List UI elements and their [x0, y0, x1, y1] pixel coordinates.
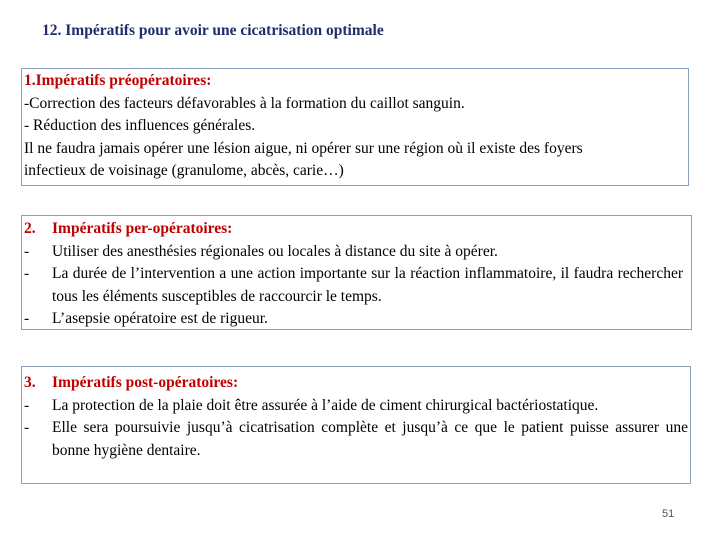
bullet-marker: -: [24, 242, 30, 260]
preoperative-line: -Correction des facteurs défavorables à la formation du caillot sanguin.: [24, 94, 465, 112]
bullet-marker: -: [24, 396, 30, 414]
list-item: [24, 241, 683, 264]
page-number: 51: [662, 508, 675, 520]
list-item-text: L’asepsie opératoire est de rigueur.: [52, 310, 268, 327]
preoperative-line: - Réduction des influences générales.: [24, 117, 256, 134]
slide-title: 12. Impératifs pour avoir une cicatrisation optimale: [42, 22, 384, 39]
postoperative-heading-row: [24, 372, 688, 395]
list-item-text: La durée de l’intervention a une action importante sur la réaction inflammatoire, il faudra rechercher tous les éléments susceptibles de raccourcir le temps.: [52, 265, 683, 305]
preoperative-line: Il ne faudra jamais opérer une lésion aigue, ni opérer sur une région où il existe des foyers: [24, 139, 583, 157]
peroperative-number: 2.: [24, 220, 36, 237]
bullet-marker: -: [24, 419, 30, 436]
peroperative-heading-row: [24, 218, 683, 241]
list-item: [24, 263, 683, 308]
list-item-text: Elle sera poursuivie jusqu’à cicatrisation complète et jusqu’à ce que le patient puisse assurer une bonne hygiène dentaire.: [52, 419, 688, 459]
preoperative-box: [21, 68, 689, 186]
list-item-text: Utiliser des anesthésies régionales ou locales à distance du site à opérer.: [52, 242, 498, 260]
list-item: [24, 417, 688, 462]
postoperative-box: [21, 366, 691, 484]
list-item: [24, 308, 683, 331]
preoperative-heading: 1.Impératifs préopératoires:: [24, 72, 212, 89]
list-item: [24, 395, 688, 418]
peroperative-box: [21, 215, 692, 330]
postoperative-heading: Impératifs post-opératoires:: [52, 374, 239, 391]
bullet-marker: -: [24, 310, 30, 327]
preoperative-line: infectieux de voisinage (granulome, abcès, carie…): [24, 162, 344, 179]
list-item-text: La protection de la plaie doit être assurée à l’aide de ciment chirurgical bactériostatique.: [52, 396, 599, 414]
peroperative-heading: Impératifs per-opératoires:: [52, 220, 233, 237]
bullet-marker: -: [24, 265, 30, 282]
postoperative-number: 3.: [24, 374, 36, 391]
